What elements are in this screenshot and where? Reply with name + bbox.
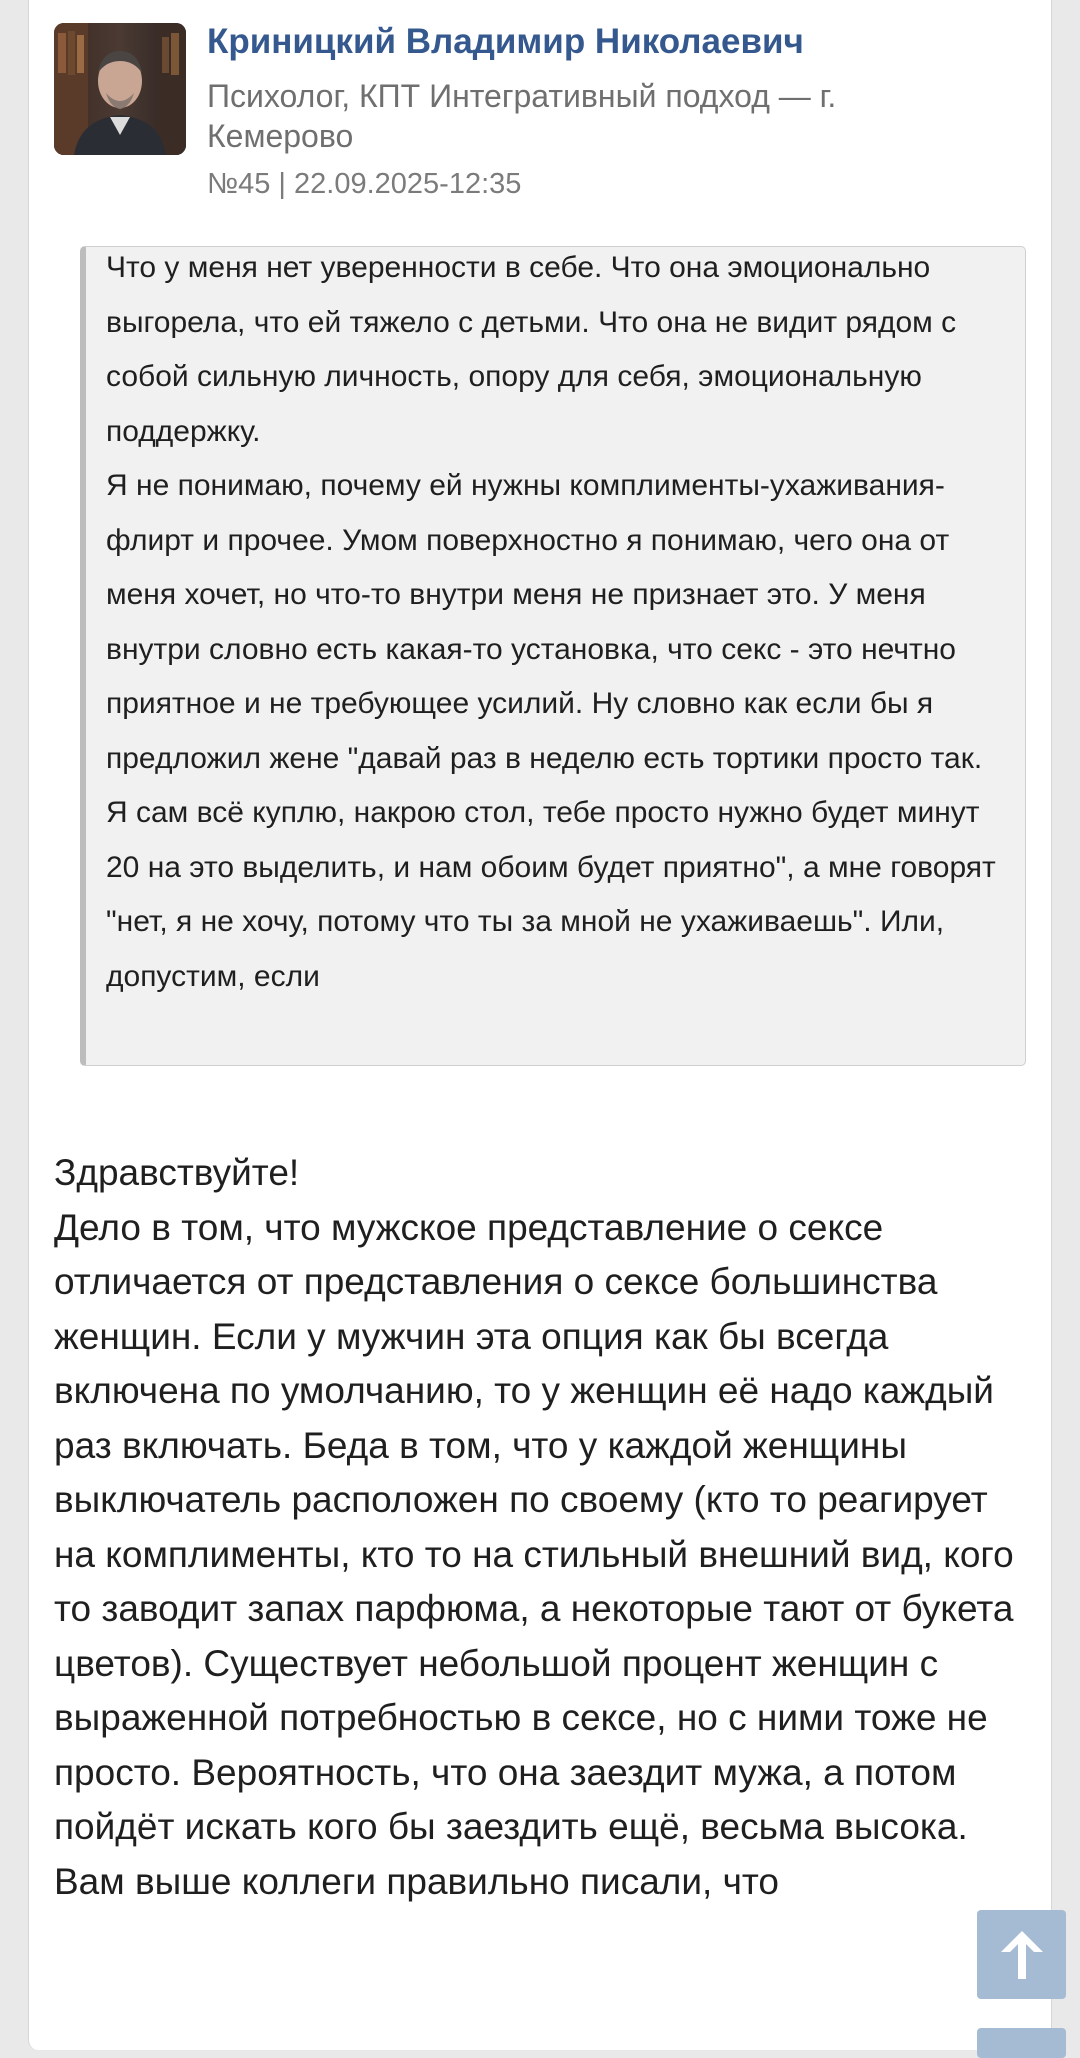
- answer-greeting: Здравствуйте!: [54, 1152, 300, 1193]
- arrow-up-icon: [997, 1927, 1047, 1983]
- author-avatar[interactable]: [54, 23, 186, 155]
- author-name[interactable]: Криницкий Владимир Николаевич: [207, 22, 804, 61]
- answer-paragraph: Вам выше коллеги правильно писали, что: [54, 1860, 779, 1902]
- author-specialization: Психолог, КПТ Интегративный подход — г. Кемерово: [207, 78, 837, 154]
- quote-text: [86, 246, 1025, 1004]
- quoted-message[interactable]: [80, 246, 1026, 1066]
- person-photo-icon: [54, 23, 186, 155]
- post-number-date: №45 | 22.09.2025-12:35: [207, 168, 522, 200]
- answer-paragraph: Дело в том, что мужское представление о сексе отличается от представления о сексе большинства женщин. Если у мужчин эта опция как бы всегда включена по умолчанию, то у женщин её надо каждый раз включать. Беда в том, что у каждой женщины выключатель расположен по своему (кто то реагирует на комплименты, кто то на стильный внешний вид, кого то заводит запах парфюма, а некоторые тают от букета цветов). Существует небольшой процент женщин с выраженной потребностью в сексе, но с ними тоже не просто. Вероятность, что она заездит мужа, а потом пойдёт искать кого бы заездить ещё, весьма высока.: [54, 1206, 1014, 1847]
- answer-body: [54, 1146, 1034, 1909]
- scroll-to-top-button[interactable]: [977, 1910, 1066, 1999]
- secondary-scroll-button[interactable]: [977, 2028, 1066, 2058]
- quote-text-body: Что у меня нет уверенности в себе. Что она эмоционально выгорела, что ей тяжело с детьми. Что она не видит рядом с собой сильную личность, опору для себя, эмоциональную поддержку. Я не понимаю, почему ей нужны комплименты-ухаживания-флирт и прочее. Умом поверхностно я понимаю, чего она от меня хочет, но что-то внутри меня не признает это. У меня внутри словно есть какая-то установка, что секс - это нечтно приятное и не требующее усилий. Ну словно как если бы я предложил жене "давай раз в неделю есть тортики просто так. Я сам всё куплю, накрою стол, тебе просто нужно будет минут 20 на это выделить, и нам обоим будет приятно", а мне говорят "нет, я не хочу, потому что ты за мной не ухаживаешь". Или, допустим, если: [106, 251, 996, 993]
